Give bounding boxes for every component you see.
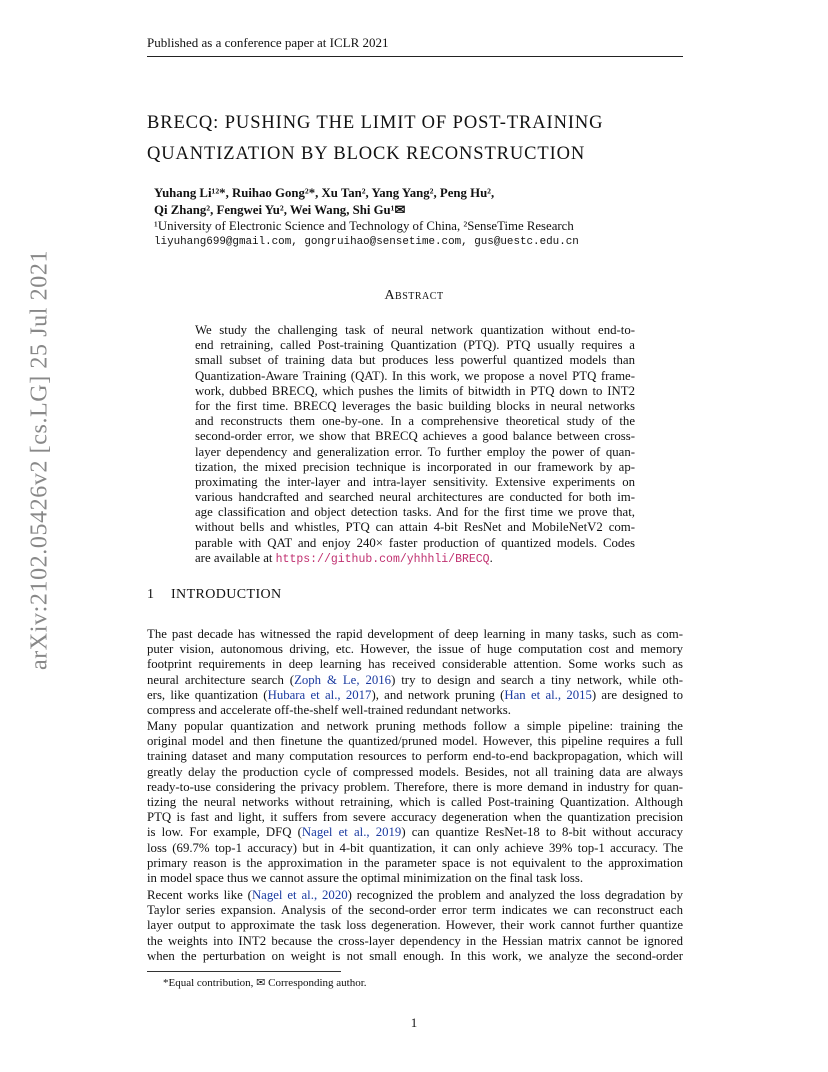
paper-title	[147, 108, 687, 170]
abstract-line: for the first time. BRECQ leverages the basic building blocks in neural networks	[195, 398, 635, 413]
text: ) are designed to	[591, 687, 683, 702]
intro-paragraph-1	[147, 627, 683, 718]
intro-paragraph-3	[147, 888, 683, 964]
abstract-line: without bells and whistles, PTQ can attain 4-bit ResNet and MobileNetV2 com-	[195, 520, 635, 535]
citation-link[interactable]: Nagel et al., 2019	[301, 825, 402, 840]
abstract-line: tization, the mixed precision technique is incorporated in our framework by ap-	[195, 459, 635, 474]
text: Recent works like (	[147, 888, 252, 902]
text-line: the weights into INT2 because the cross-layer dependency in the Hessian matrix cannot be ignored	[147, 933, 683, 948]
arxiv-identifier: arXiv:2102.05426v2 [cs.LG] 25 Jul 2021	[26, 249, 53, 671]
text-line	[147, 888, 683, 903]
text-line: primary reason is the approximation in the parameter space is not equivalent to the approximation	[147, 855, 683, 870]
abstract-line: layer dependency and generalization error. To further employ the power of quan-	[195, 444, 635, 459]
abstract-line: work, dubbed BRECQ, which pushes the limits of bitwidth in PTQ down to INT2	[195, 383, 635, 398]
text-line: footprint requirements in deep learning has received considerable attention. Some works such as	[147, 657, 683, 672]
abstract-line: second-order error, we show that BRECQ achieves a good balance between cross-	[195, 429, 635, 444]
text: ) try to design and search a tiny network, while oth-	[391, 672, 684, 687]
text: ers, like quantization (	[147, 687, 268, 702]
title-line-1: BRECQ: PUSHING THE LIMIT OF POST-TRAINING	[147, 113, 604, 133]
text-line: PTQ is fast and light, it suffers from severe accuracy degeneration when the quantization precision	[147, 810, 683, 825]
text: is low. For example, DFQ (	[147, 825, 302, 840]
abstract-text: .	[489, 550, 493, 565]
text-line: compress and accelerate off-the-shelf well-trained redundant networks.	[147, 702, 511, 717]
abstract-line: proximating the inter-layer and intra-layer sensitivity. Extensive experiments on	[195, 474, 635, 489]
authors-line-1: Yuhang Li¹²*, Ruihao Gong²*, Xu Tan², Yang Yang², Peng Hu²,	[154, 186, 495, 200]
abstract-line: We study the challenging task of neural network quantization without end-to-	[195, 323, 635, 337]
abstract-heading: Abstract	[384, 288, 444, 303]
text-line: loss (69.7% top-1 accuracy) but in 4-bit quantization, it can only achieve 39% top-1 accuracy. The	[147, 840, 683, 855]
text-line: tizing the neural networks without retraining, which is called Post-training Quantization. Although	[147, 794, 683, 809]
text-line: when the perturbation on weight is not small enough. In this work, we analyze the second-order	[147, 948, 683, 963]
text-line: original model and then finetune the quantized/pruned model. However, this pipeline requires a full	[147, 734, 683, 749]
text-line: in model space thus we cannot assure the optimal minimization on the final task loss.	[147, 870, 584, 885]
text-line: Many popular quantization and network pruning methods follow a simple pipeline: training the	[147, 719, 683, 733]
affiliations: ¹University of Electronic Science and Technology of China, ²SenseTime Research	[154, 219, 574, 233]
text-line: The past decade has witnessed the rapid development of deep learning in many tasks, such as com-	[147, 627, 683, 641]
text-line: training dataset and many computation resources to perform end-to-end backpropagation, which will	[147, 749, 683, 764]
abstract-line: small subset of training data but produces less powerful quantized models than	[195, 353, 635, 368]
section-title: INTRODUCTION	[171, 587, 282, 602]
code-link[interactable]: https://github.com/yhhhli/BRECQ	[275, 552, 490, 566]
section-number: 1	[147, 587, 155, 602]
text-line: ready-to-use considering the privacy problem. Therefore, there is more demand in industry for quan-	[147, 779, 683, 794]
running-header: Published as a conference paper at ICLR 2021	[147, 35, 683, 57]
abstract-line: end retraining, called Post-training Quantization (PTQ). PTQ usually requires a	[195, 338, 635, 353]
abstract-line: parable with QAT and enjoy 240× faster production of quantized models. Codes	[195, 535, 635, 550]
abstract-body	[195, 323, 635, 566]
citation-link[interactable]: Zoph & Le, 2016	[294, 672, 392, 687]
authors-line-2: Qi Zhang², Fengwei Yu², Wei Wang, Shi Gu¹✉	[154, 203, 406, 217]
section-heading-introduction	[147, 587, 683, 603]
author-list	[154, 185, 674, 219]
text: ), and network pruning (	[371, 687, 505, 702]
footnote-divider	[147, 971, 341, 972]
abstract-line: age classification and object detection tasks. And for the first time we prove that,	[195, 505, 635, 520]
text-line: layer output to approximate the task loss degeneration. However, their work cannot further quantize	[147, 918, 683, 933]
author-emails: liyuhang699@gmail.com, gongruihao@sensetime.com, gus@uestc.edu.cn	[154, 236, 579, 248]
citation-link[interactable]: Hubara et al., 2017	[267, 687, 372, 702]
text-line	[147, 825, 683, 840]
text: ) recognized the problem and analyzed the loss degradation by	[347, 888, 683, 902]
text-line: greatly delay the production cycle of compressed models. Besides, not all training data are always	[147, 764, 683, 779]
text: ) can quantize ResNet-18 to 8-bit without accuracy	[401, 825, 683, 840]
text: neural architecture search (	[147, 672, 295, 687]
abstract-text: are available at	[195, 550, 276, 565]
intro-paragraph-2	[147, 719, 683, 886]
citation-link[interactable]: Nagel et al., 2020	[251, 888, 348, 902]
abstract-line: various handcrafted and searched neural architectures are conducted for both im-	[195, 490, 635, 505]
footnote: *Equal contribution, ✉ Corresponding author.	[163, 977, 367, 989]
text-line: puter vision, autonomous driving, etc. However, the issue of huge computation cost and memory	[147, 642, 683, 657]
abstract-line: and reconstructs them one-by-one. In a comprehensive theoretical study of the	[195, 414, 635, 429]
title-line-2: QUANTIZATION BY BLOCK RECONSTRUCTION	[147, 144, 586, 164]
text-line	[147, 673, 683, 688]
text-line	[147, 688, 683, 703]
citation-link[interactable]: Han et al., 2015	[504, 687, 592, 702]
abstract-line: Quantization-Aware Training (QAT). In this work, we propose a novel PTQ frame-	[195, 368, 635, 383]
text-line: Taylor series expansion. Analysis of the second-order error term indicates we can reconstruct each	[147, 903, 683, 918]
page-number: 1	[410, 1015, 418, 1030]
abstract-last-line	[195, 551, 635, 566]
